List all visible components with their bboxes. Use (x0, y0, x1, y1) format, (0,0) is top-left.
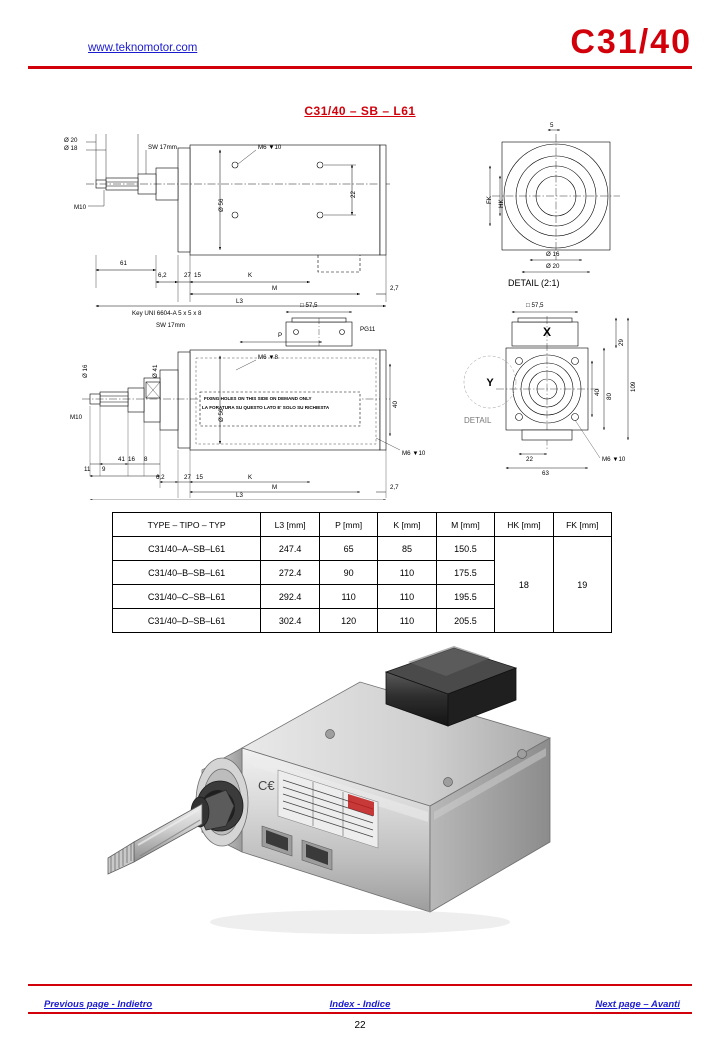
col-header-hk: HK [mm] (495, 513, 553, 537)
dim-label-p: P (278, 332, 283, 339)
cell-m: 175.5 (436, 561, 495, 585)
cell-k: 110 (378, 561, 436, 585)
dim-label-5: 5 (550, 122, 554, 129)
dim-label-6-2-bottom: 6,2 (156, 474, 165, 481)
col-header-m: M [mm] (436, 513, 495, 537)
cell-p: 90 (319, 561, 377, 585)
product-photo-svg (30, 630, 630, 960)
dim-label-m6x10-top: M6 ▼10 (258, 144, 282, 151)
dim-label-15-bottom: 15 (196, 474, 203, 481)
dim-label-m10-top: M10 (74, 204, 87, 211)
technical-drawing (60, 120, 680, 500)
dim-label-diameter-20: Ø 20 (64, 137, 78, 144)
cell-type: C31/40–A–SB–L61 (113, 537, 261, 561)
cell-k: 110 (378, 585, 436, 609)
footer-divider-top (28, 984, 692, 986)
svg-text:Y: Y (486, 377, 494, 389)
dim-label-22-side: 22 (526, 456, 533, 463)
cell-type: C31/40–D–SB–L61 (113, 609, 261, 633)
dim-label-63: 63 (542, 470, 549, 477)
cell-p: 110 (319, 585, 377, 609)
dim-label-41: 41 (118, 456, 125, 463)
dim-label-sw17-bottom: SW 17mm (156, 322, 185, 329)
next-page-link[interactable]: Next page – Avanti (595, 999, 680, 1010)
col-header-p: P [mm] (319, 513, 377, 537)
svg-text:C€: C€ (258, 778, 275, 793)
dim-label-fk: FK (486, 196, 493, 204)
dim-label-sw17: SW 17mm (148, 144, 177, 151)
cell-p: 120 (319, 609, 377, 633)
dim-label-m6x10-side: M6 ▼10 (602, 456, 626, 463)
dim-label-key-uni: Key UNI 6604-A 5 x 5 x 8 (132, 310, 202, 317)
fixing-note-line-2: LA FORATURA SU QUESTO LATO E' SOLO SU RICHIESTA (202, 405, 330, 410)
cell-m: 150.5 (436, 537, 495, 561)
dim-label-k-bottom: K (248, 474, 253, 481)
dim-label-8: 8 (144, 456, 148, 463)
dim-label-80: 80 (606, 393, 613, 400)
dim-label-diameter-18: Ø 18 (64, 145, 78, 152)
col-header-l3: L3 [mm] (261, 513, 320, 537)
spec-table (112, 512, 612, 633)
dim-label-diameter-56-top: Ø 56 (218, 198, 225, 212)
dim-label-square-57-5-side: □ 57,5 (526, 302, 544, 309)
index-link[interactable]: Index - Indice (329, 999, 391, 1010)
dim-label-m6x8: M6 ▼8 (258, 354, 278, 361)
dim-label-m10-bottom: M10 (70, 414, 83, 421)
cell-l3: 272.4 (261, 561, 320, 585)
col-header-fk: FK [mm] (553, 513, 611, 537)
dim-label-m-top: M (272, 285, 278, 292)
page-number: 22 (354, 1020, 366, 1031)
dim-label-16-bottom: 16 (128, 456, 135, 463)
detail-label: DETAIL (464, 416, 492, 425)
header-divider (28, 66, 692, 69)
dim-label-22-top: 22 (350, 191, 357, 198)
dim-label-27-top: 27 (184, 272, 191, 279)
product-photo (30, 630, 630, 960)
dim-label-diameter-56-bottom: Ø 56 (218, 408, 225, 422)
col-header-type: TYPE – TIPO – TYP (113, 513, 261, 537)
dim-label-square-57-5: □ 57,5 (300, 302, 318, 309)
dim-label-2-7-bottom: 2,7 (390, 484, 399, 491)
cell-l3: 247.4 (261, 537, 320, 561)
cell-l3: 302.4 (261, 609, 320, 633)
cell-fk: 19 (553, 537, 611, 633)
cell-k: 110 (378, 609, 436, 633)
dim-label-11: 11 (84, 466, 91, 473)
dim-label-29: 29 (618, 339, 625, 346)
dim-label-109: 109 (630, 381, 637, 392)
dim-label-diameter-16: Ø 16 (546, 251, 560, 258)
dim-label-diameter-16-bottom: Ø 16 (82, 364, 89, 378)
website-link[interactable]: www.teknomotor.com (88, 42, 198, 54)
cell-k: 85 (378, 537, 436, 561)
dim-label-m6x10-bottom: M6 ▼10 (402, 450, 426, 457)
fixing-note-line-1: FIXING HOLES ON THIS SIDE ON DEMAND ONLY (204, 396, 312, 401)
table-row (113, 537, 612, 561)
cell-m: 205.5 (436, 609, 495, 633)
svg-text:X: X (542, 325, 552, 339)
cell-hk: 18 (495, 537, 553, 633)
cell-type: C31/40–B–SB–L61 (113, 561, 261, 585)
dim-label-diameter-41: Ø 41 (152, 364, 159, 378)
cell-type: C31/40–C–SB–L61 (113, 585, 261, 609)
col-header-k: K [mm] (378, 513, 436, 537)
detail-caption: DETAIL (2:1) (508, 278, 560, 288)
dim-label-15-top: 15 (194, 272, 201, 279)
cell-l3: 292.4 (261, 585, 320, 609)
dim-label-l3-top: L3 (236, 298, 243, 305)
dim-label-61: 61 (120, 260, 127, 267)
table-header-row (113, 513, 612, 537)
dim-label-6-2-top: 6,2 (158, 272, 167, 279)
dim-label-pg11: PG11 (360, 326, 376, 333)
cell-p: 65 (319, 537, 377, 561)
dim-label-hk: HK (498, 199, 505, 208)
page-header (0, 0, 720, 72)
dim-label-l3-bottom: L3 (236, 492, 243, 499)
cell-m: 195.5 (436, 585, 495, 609)
page-title: C31/40 (570, 23, 692, 61)
dim-label-diameter-20-detail: Ø 20 (546, 263, 560, 270)
drawing-title: C31/40 – SB – L61 (304, 104, 416, 118)
dim-label-m-bottom: M (272, 484, 278, 491)
dim-label-40-bottom: 40 (392, 401, 399, 408)
dim-label-40-side: 40 (594, 389, 601, 396)
dim-label-2-7-top: 2,7 (390, 285, 399, 292)
spec-table-wrapper (112, 512, 612, 633)
previous-page-link[interactable]: Previous page - Indietro (44, 999, 153, 1010)
dim-label-9: 9 (102, 466, 106, 473)
dim-label-27-bottom: 27 (184, 474, 191, 481)
dim-label-k-top: K (248, 272, 253, 279)
footer-divider-bottom (28, 1012, 692, 1014)
